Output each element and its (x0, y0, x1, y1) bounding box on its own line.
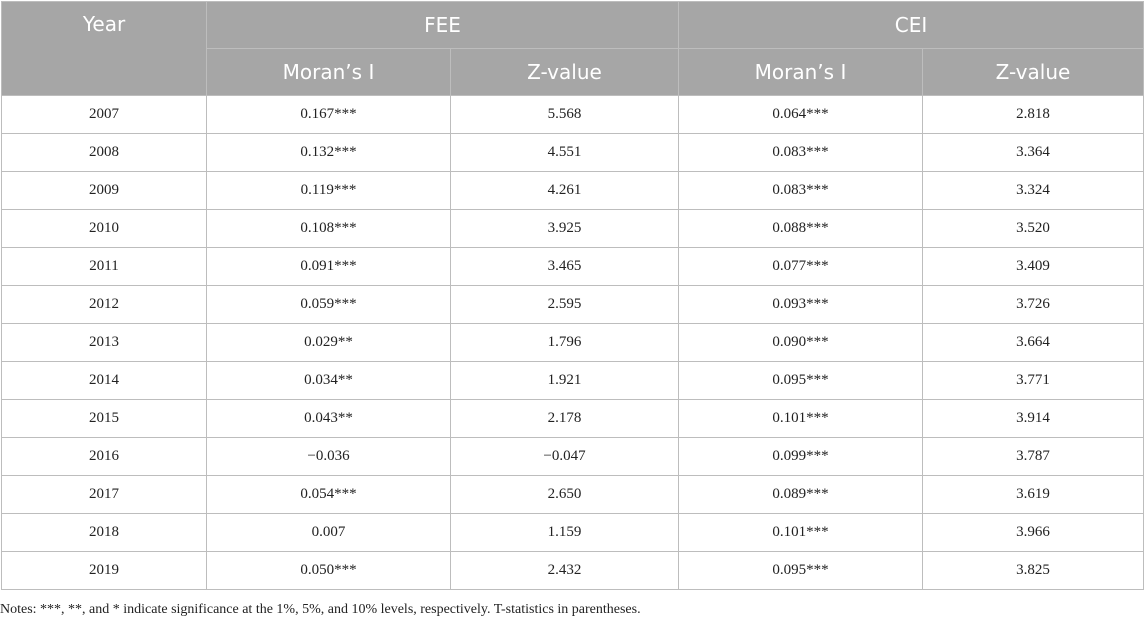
fee-moran-cell: 0.034** (207, 362, 451, 400)
fee-z-cell: 1.159 (451, 514, 679, 552)
cei-z-cell: 3.771 (923, 362, 1144, 400)
table-body (2, 96, 1144, 590)
cei-moran-cell: 0.077*** (679, 248, 923, 286)
year-cell: 2007 (2, 96, 207, 134)
morans-i-table (1, 1, 1144, 590)
header-row-groups (2, 2, 1144, 49)
year-cell: 2009 (2, 172, 207, 210)
fee-moran-cell: 0.059*** (207, 286, 451, 324)
year-cell: 2019 (2, 552, 207, 590)
cei-z-cell: 3.409 (923, 248, 1144, 286)
cei-moran-cell: 0.083*** (679, 172, 923, 210)
cei-moran-cell: 0.099*** (679, 438, 923, 476)
fee-moran-cell: 0.119*** (207, 172, 451, 210)
table-row (2, 248, 1144, 286)
fee-z-cell: 2.650 (451, 476, 679, 514)
fee-moran-cell: 0.108*** (207, 210, 451, 248)
fee-z-cell: 5.568 (451, 96, 679, 134)
fee-moran-header: Moran’s I (207, 49, 451, 96)
fee-moran-cell: −0.036 (207, 438, 451, 476)
table-row (2, 134, 1144, 172)
table-row (2, 96, 1144, 134)
cei-moran-cell: 0.090*** (679, 324, 923, 362)
fee-z-cell: 3.925 (451, 210, 679, 248)
cei-moran-cell: 0.089*** (679, 476, 923, 514)
cei-z-cell: 2.818 (923, 96, 1144, 134)
year-cell: 2018 (2, 514, 207, 552)
cei-moran-cell: 0.064*** (679, 96, 923, 134)
table-row (2, 324, 1144, 362)
cei-moran-cell: 0.101*** (679, 400, 923, 438)
cei-z-cell: 3.787 (923, 438, 1144, 476)
cei-z-cell: 3.364 (923, 134, 1144, 172)
year-cell: 2017 (2, 476, 207, 514)
year-cell: 2010 (2, 210, 207, 248)
table-row (2, 286, 1144, 324)
year-cell: 2016 (2, 438, 207, 476)
cei-moran-cell: 0.083*** (679, 134, 923, 172)
fee-moran-cell: 0.007 (207, 514, 451, 552)
fee-z-cell: 4.261 (451, 172, 679, 210)
fee-z-cell: 3.465 (451, 248, 679, 286)
cei-z-cell: 3.619 (923, 476, 1144, 514)
cei-z-cell: 3.520 (923, 210, 1144, 248)
cei-moran-header: Moran’s I (679, 49, 923, 96)
fee-moran-cell: 0.054*** (207, 476, 451, 514)
year-cell: 2008 (2, 134, 207, 172)
table-row (2, 362, 1144, 400)
fee-z-cell: 2.432 (451, 552, 679, 590)
cei-moran-cell: 0.088*** (679, 210, 923, 248)
year-cell: 2011 (2, 248, 207, 286)
cei-z-cell: 3.324 (923, 172, 1144, 210)
table-notes: Notes: ***, **, and * indicate significance at the 1%, 5%, and 10% levels, respectively. T-statistics in parentheses. (0, 602, 641, 617)
fee-z-cell: −0.047 (451, 438, 679, 476)
table-row (2, 438, 1144, 476)
year-cell: 2015 (2, 400, 207, 438)
fee-moran-cell: 0.050*** (207, 552, 451, 590)
table-row (2, 400, 1144, 438)
table-row (2, 210, 1144, 248)
cei-z-header: Z-value (923, 49, 1144, 96)
table-row (2, 514, 1144, 552)
cei-group-header: CEI (679, 2, 1144, 49)
fee-z-cell: 1.796 (451, 324, 679, 362)
table-row (2, 552, 1144, 590)
fee-z-header: Z-value (451, 49, 679, 96)
cei-z-cell: 3.664 (923, 324, 1144, 362)
cei-moran-cell: 0.101*** (679, 514, 923, 552)
table-header (2, 2, 1144, 96)
year-cell: 2014 (2, 362, 207, 400)
cei-z-cell: 3.966 (923, 514, 1144, 552)
fee-z-cell: 1.921 (451, 362, 679, 400)
cei-moran-cell: 0.093*** (679, 286, 923, 324)
fee-moran-cell: 0.029** (207, 324, 451, 362)
fee-z-cell: 4.551 (451, 134, 679, 172)
fee-z-cell: 2.178 (451, 400, 679, 438)
table-row (2, 172, 1144, 210)
fee-group-header: FEE (207, 2, 679, 49)
table-row (2, 476, 1144, 514)
cei-z-cell: 3.825 (923, 552, 1144, 590)
cei-moran-cell: 0.095*** (679, 552, 923, 590)
fee-moran-cell: 0.091*** (207, 248, 451, 286)
fee-z-cell: 2.595 (451, 286, 679, 324)
cei-z-cell: 3.914 (923, 400, 1144, 438)
cei-moran-cell: 0.095*** (679, 362, 923, 400)
cei-z-cell: 3.726 (923, 286, 1144, 324)
fee-moran-cell: 0.132*** (207, 134, 451, 172)
fee-moran-cell: 0.043** (207, 400, 451, 438)
fee-moran-cell: 0.167*** (207, 96, 451, 134)
year-cell: 2013 (2, 324, 207, 362)
year-header: Year (2, 2, 207, 96)
year-cell: 2012 (2, 286, 207, 324)
